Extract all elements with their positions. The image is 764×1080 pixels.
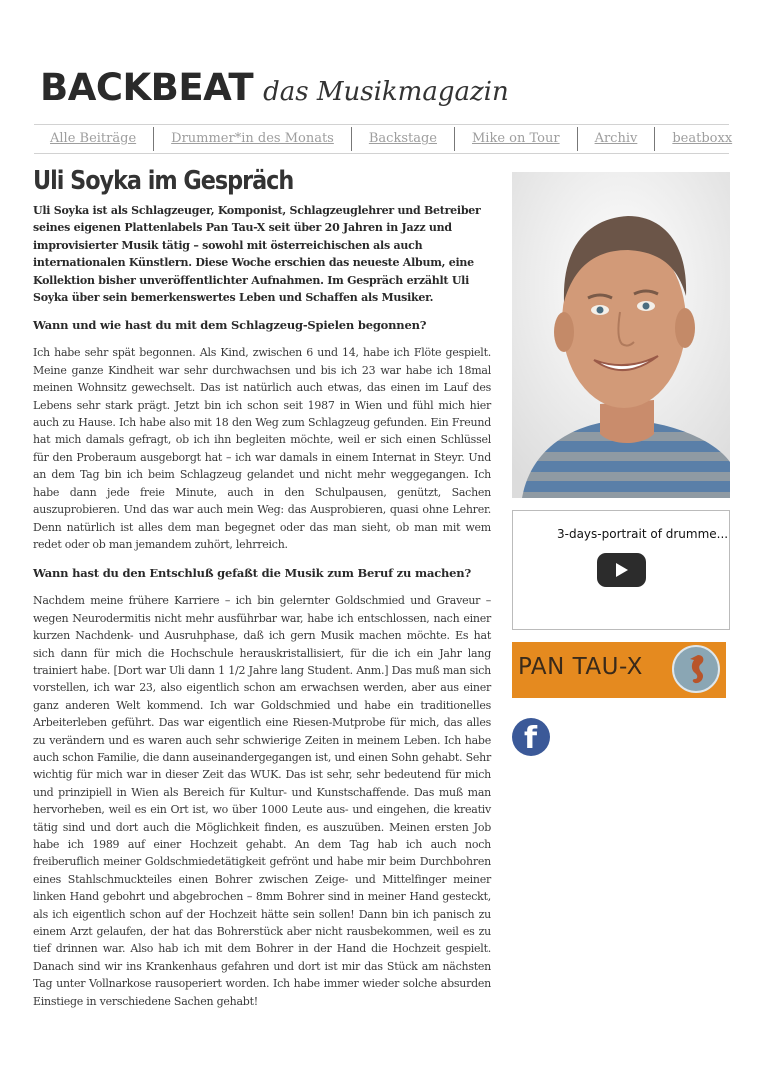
interview-question-2: Wann hast du den Entschluß gefaßt die Musik zum Beruf zu machen? bbox=[33, 566, 471, 581]
seahorse-logo-icon bbox=[672, 645, 720, 693]
facebook-glyph: f bbox=[524, 721, 538, 756]
interview-question-1: Wann und wie hast du mit dem Schlagzeug-Spielen begonnen? bbox=[33, 318, 427, 333]
pantau-x-banner[interactable] bbox=[512, 642, 726, 698]
site-header bbox=[40, 66, 509, 110]
portrait-image bbox=[512, 172, 730, 498]
video-embed[interactable] bbox=[512, 510, 730, 630]
article bbox=[33, 166, 491, 1022]
interview-answer-2: Nachdem meine frühere Karriere – ich bin gelernter Goldschmied und Graveur – wegen Neurodermitis nicht mehr ausführbar war, habe ich entschlossen, nach einer kurzen Nachdenk- und Ausruhphase, daß ich gern Musik machen möchte. Es hat sich dann für mich die Hochschule herauskristallisiert, für die ich ein Jahr lang trainiert habe. [Dort war Uli dann 1 1/2 Jahre lang Student. Anm.] Das muß man sich vorstellen, ich war 23, also eigentlich schon am erwachsen werden, aber aus einer ganz anderen Welt kommend. Ich war Goldschmied und habe ein traditionelles Arbeiterleben geführt. Das war eigentlich eine Riesen-Mutprobe für mich, das alles zu verändern und es waren auch sehr schwierige Zeiten in meinem Leben. Ich habe auch schon Familie, die dann auseinandergegangen ist, und einen Sohn gehabt. Sehr wichtig für mich war in dieser Zeit das WUK. Das ist sehr, sehr bedeutend für mich und prinzipiell in Wien als Bereich für Kultur- und Kunstschaffende. Das muß man hervorheben, weil es ein Ort ist, wo über 1000 Leute aus- und eingehen, die kreativ tätig sind und dort auch die Möglichkeit finden, es auszuüben. Meinen ersten Job habe ich 1989 auf einer Hochzeit gehabt. An dem Tag hab ich auch noch freiberuflich meiner Goldschmiedetätigkeit gefrönt und habe mir beim Durchbohren eines Stahlschmuckteiles einen Bohrer zwischen Zeige- und Mittelfinger meiner linken Hand gebohrt und abgebrochen – 8mm Bohrer sind in meiner Hand gesteckt, als ich eigentlich schon auf der Hochzeit hätte sein sollen! Dann bin ich panisch zu einem Arzt gelaufen, der hat das Bohrerstück aber nicht rausbekommen, weil es zu tief drinnen war. Also hab ich mit dem Bohrer in der Hand die Hochzeit gespielt. Danach sind wir ins Krankenhaus gefahren und dort ist mir das Stück am nächsten Tag unter Vollnarkose rausoperiert worden. Ich habe immer wieder solche absurden Einstiege in verschiedene Sachen gehabt! bbox=[33, 594, 491, 1008]
play-icon bbox=[616, 563, 628, 577]
play-button[interactable] bbox=[597, 553, 646, 587]
main-nav bbox=[34, 124, 733, 154]
nav-item-backstage[interactable]: Backstage bbox=[351, 127, 454, 151]
nav-item-alle-beitraege[interactable]: Alle Beiträge bbox=[50, 131, 137, 146]
portrait-photo bbox=[512, 172, 730, 498]
nav-item-archiv[interactable]: Archiv bbox=[577, 127, 655, 151]
article-title: Uli Soyka im Gespräch bbox=[33, 166, 294, 196]
video-title[interactable]: 3-days-portrait of drumme... bbox=[557, 527, 729, 541]
pantau-x-label: PAN TAU-X bbox=[518, 654, 643, 680]
nav-item-mike-on-tour[interactable]: Mike on Tour bbox=[454, 127, 577, 151]
article-lead: Uli Soyka ist als Schlagzeuger, Komponist, Schlagzeuglehrer und Betreiber seines eigenen Plattenlabels Pan Tau-X seit über 20 Jahren in Jazz und improvisierter Musik tätig – sowohl mit österreichischen als auch internationalen Künstlern. Diese Woche erschien das neueste Album, eine Kollektion bisher unveröffentlichter Aufnahmen. Im Gespräch erzählt Uli Soyka über sein bemerkenswertes Leben und Schaffen als Musiker. bbox=[33, 204, 481, 305]
facebook-icon[interactable] bbox=[512, 718, 550, 756]
site-logo[interactable]: BACKBEAT bbox=[40, 66, 254, 109]
interview-answer-1: Ich habe sehr spät begonnen. Als Kind, zwischen 6 und 14, habe ich Flöte gespielt. Meine ganze Kindheit war sehr durchwachsen und bis ich 23 war habe ich 18mal meinen Wohnsitz gewechselt. Das ist natürlich auch etwas, das einen im Lauf des Lebens sehr stark prägt. Jetzt bin ich schon seit 1987 in Wien und fühl mich hier auch zu Hause. Ich habe also mit 18 den Weg zum Schlagzeug gefunden. Ein Freund hat mich damals gefragt, ob ich ihn begleiten möchte, weil er sich einen Schlüssel für den Proberaum ausgeborgt hat – ich war damals in einem Internat in Steyr. Und an dem Tag bin ich beim Schlagzeug gelandet und nicht mehr weggegangen. Ich habe dann jede freie Minute, auch in den Schulpausen, genützt, Sachen auszuprobieren. Und das war auch mein Weg: das Ausprobieren, quasi ohne Lehrer. Denn natürlich ist alles dem man begegnet oder das man sieht, ob man mit wem redet oder ob man jemandem zuhört, lehrreich. bbox=[33, 346, 491, 551]
sidebar bbox=[512, 172, 730, 756]
nav-item-drummer-des-monats[interactable]: Drummer*in des Monats bbox=[153, 127, 351, 151]
nav-item-beatboxx[interactable]: beatboxx bbox=[654, 127, 749, 151]
site-tagline: das Musikmagazin bbox=[263, 77, 509, 107]
